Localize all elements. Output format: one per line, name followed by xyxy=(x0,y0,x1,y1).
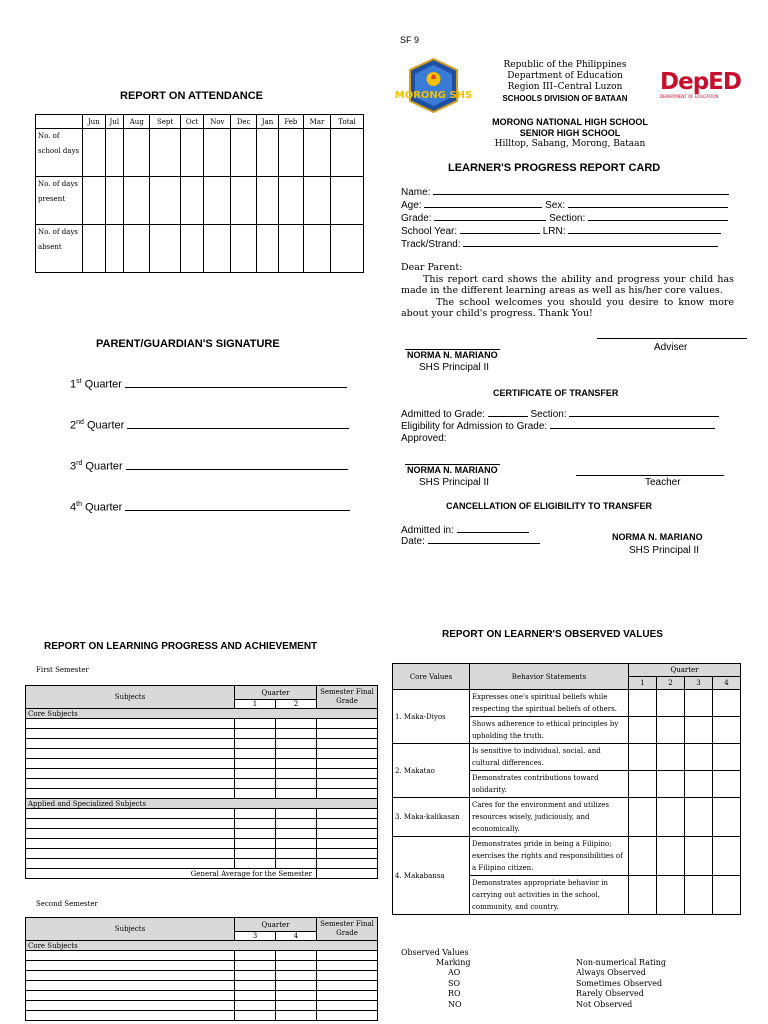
quarter-suffix: nd xyxy=(76,419,84,426)
attendance-cell[interactable] xyxy=(83,129,106,177)
general-average-cell[interactable] xyxy=(317,869,378,879)
rating-cell[interactable] xyxy=(684,798,712,837)
report-card-title: LEARNER'S PROGRESS REPORT CARD xyxy=(448,162,661,174)
quarter-number: 1 xyxy=(70,378,77,391)
quarter-label: Quarter xyxy=(84,378,122,391)
values-title: REPORT ON LEARNER'S OBSERVED VALUES xyxy=(442,629,663,640)
track-label: Track/Strand: xyxy=(401,239,461,250)
school-year-field[interactable] xyxy=(460,233,540,234)
quarter-number: 4 xyxy=(70,501,77,514)
quarter-number: 2 xyxy=(70,419,77,432)
behavior-statement: Demonstrates contributions toward solidarity. xyxy=(470,771,629,798)
legend-mark: NO xyxy=(448,999,462,1009)
admitted-grade-row xyxy=(401,409,719,420)
transfer-section-label: Section: xyxy=(530,409,567,420)
table-row[interactable] xyxy=(26,971,378,981)
values-quarter-number: 1 xyxy=(629,677,657,690)
quarter-number: 4 xyxy=(276,932,317,941)
attendance-cell[interactable] xyxy=(180,225,204,273)
behavior-statement: Demonstrates pride in being a Filipino; exercises the rights and responsibilities of a Filipino citizen. xyxy=(470,837,629,876)
age-label: Age: xyxy=(401,200,422,211)
quarter-header: Quarter xyxy=(235,686,317,700)
attendance-cell[interactable] xyxy=(278,225,303,273)
values-quarter-header: Quarter xyxy=(629,664,741,677)
rating-cell[interactable] xyxy=(629,876,657,915)
quarter-signature-line[interactable] xyxy=(70,378,347,391)
adviser-signature-line[interactable] xyxy=(597,338,747,339)
admitted-in-label: Admitted in: xyxy=(401,525,454,536)
month-header: Feb xyxy=(278,115,303,129)
rating-cell[interactable] xyxy=(656,744,684,771)
legend-descriptions xyxy=(576,968,662,1010)
deped-logo xyxy=(660,69,741,106)
school-logo xyxy=(394,57,473,114)
principal-title: SHS Principal II xyxy=(419,362,490,373)
legend-desc: Not Observed xyxy=(576,999,633,1009)
deped-logo-text: DepED xyxy=(660,69,741,95)
attendance-cell[interactable] xyxy=(124,225,150,273)
table-row[interactable] xyxy=(26,749,378,759)
month-header: Dec xyxy=(231,115,257,129)
rating-cell[interactable] xyxy=(684,717,712,744)
grade-section-row xyxy=(401,213,728,224)
attendance-cell[interactable] xyxy=(303,177,331,225)
table-row[interactable] xyxy=(26,759,378,769)
attendance-cell[interactable] xyxy=(83,225,106,273)
behavior-statement: Shows adherence to ethical principles by upholding the truth. xyxy=(470,717,629,744)
table-row[interactable] xyxy=(26,819,378,829)
semester-final-header: Semester Final Grade xyxy=(317,918,378,941)
core-values-header: Core Values xyxy=(393,664,470,690)
school-block xyxy=(455,117,685,150)
attendance-cell[interactable] xyxy=(150,129,180,177)
attendance-title: REPORT ON ATTENDANCE xyxy=(120,90,263,102)
age-field[interactable] xyxy=(424,207,542,208)
attendance-row xyxy=(36,129,364,177)
attendance-row-label: No. of days absent xyxy=(36,225,83,273)
applied-subjects-label: Applied and Specialized Subjects xyxy=(26,799,378,809)
attendance-row-label: No. of school days xyxy=(36,129,83,177)
attendance-cell[interactable] xyxy=(150,177,180,225)
attendance-cell[interactable] xyxy=(124,129,150,177)
deped-logo-sub: DEPARTMENT OF EDUCATION xyxy=(660,94,719,99)
attendance-header-blank xyxy=(36,115,83,129)
legend-desc: Always Observed xyxy=(576,968,646,977)
table-row[interactable] xyxy=(26,1011,378,1021)
table-row[interactable] xyxy=(26,729,378,739)
attendance-table xyxy=(35,114,364,273)
rating-cell[interactable] xyxy=(684,876,712,915)
letter-paragraph: This report card shows the ability and progress your child has made in the different learning areas as well as his/her core values. xyxy=(401,273,734,296)
attendance-cell[interactable] xyxy=(331,225,364,273)
behavior-statement: Is sensitive to individual, social, and cultural differences. xyxy=(470,744,629,771)
attendance-cell[interactable] xyxy=(257,225,279,273)
rating-cell[interactable] xyxy=(684,690,712,717)
table-row[interactable] xyxy=(26,951,378,961)
quarter-label: Quarter xyxy=(85,460,123,473)
sex-field[interactable] xyxy=(568,207,728,208)
eligibility-label: Eligibility for Admission to Grade: xyxy=(401,421,548,432)
semester-final-header: Semester Final Grade xyxy=(317,686,378,709)
table-row[interactable] xyxy=(26,719,378,729)
core-value-label: 4. Makabansa xyxy=(393,837,470,915)
principal-title: SHS Principal II xyxy=(629,545,700,556)
learning-title: REPORT ON LEARNING PROGRESS AND ACHIEVEMENT xyxy=(44,641,318,652)
quarter-number: 1 xyxy=(235,700,276,709)
values-row xyxy=(393,798,741,837)
month-header: Nov xyxy=(204,115,231,129)
core-value-label: 2. Makatao xyxy=(393,744,470,798)
grade-label: Grade: xyxy=(401,213,432,224)
attendance-cell[interactable] xyxy=(204,177,231,225)
core-value-label: 1. Maka-Diyos xyxy=(393,690,470,744)
country-name: Republic of the Philippines xyxy=(503,60,627,70)
school-name: MORONG NATIONAL HIGH SCHOOL xyxy=(492,117,648,127)
table-row[interactable] xyxy=(26,779,378,789)
legend-rating-header: Non-numerical Rating xyxy=(576,958,667,967)
admitted-in-field[interactable] xyxy=(457,532,529,533)
admitted-grade-field[interactable] xyxy=(488,416,528,417)
quarter-suffix: st xyxy=(76,378,82,385)
attendance-row-label: No. of days present xyxy=(36,177,83,225)
header-block xyxy=(470,60,660,104)
attendance-cell[interactable] xyxy=(150,225,180,273)
school-sub: SENIOR HIGH SCHOOL xyxy=(519,128,621,138)
month-header: Jun xyxy=(83,115,106,129)
values-quarter-number: 2 xyxy=(656,677,684,690)
legend-desc: Rarely Observed xyxy=(576,989,644,998)
attendance-cell[interactable] xyxy=(231,177,257,225)
values-row xyxy=(393,837,741,876)
rating-cell[interactable] xyxy=(712,690,740,717)
rating-cell[interactable] xyxy=(656,876,684,915)
legend-marks xyxy=(448,968,462,1010)
name-field[interactable] xyxy=(401,187,729,198)
rating-cell[interactable] xyxy=(656,717,684,744)
logo-text: MORONG SHS xyxy=(394,90,473,101)
principal-name: NORMA N. MARIANO xyxy=(612,532,703,542)
lrn-field[interactable] xyxy=(568,233,721,234)
eligibility-field[interactable] xyxy=(550,428,715,429)
quarter-number: 2 xyxy=(276,700,317,709)
values-quarter-number: 4 xyxy=(712,677,740,690)
legend-title: Observed Values xyxy=(401,948,469,957)
month-header: Oct xyxy=(180,115,204,129)
second-semester-table xyxy=(25,917,378,1021)
table-row[interactable] xyxy=(26,961,378,971)
month-header: Jul xyxy=(105,115,124,129)
quarter-suffix: rd xyxy=(76,460,83,467)
transfer-section-field[interactable] xyxy=(569,416,719,417)
attendance-cell[interactable] xyxy=(105,225,124,273)
admitted-in-row xyxy=(401,525,529,536)
rating-cell[interactable] xyxy=(684,771,712,798)
values-row xyxy=(393,744,741,771)
sex-label: Sex: xyxy=(545,200,566,211)
attendance-cell[interactable] xyxy=(278,129,303,177)
rating-cell[interactable] xyxy=(629,798,657,837)
section-label: Section: xyxy=(549,213,586,224)
attendance-cell[interactable] xyxy=(231,225,257,273)
attendance-cell[interactable] xyxy=(180,177,204,225)
table-row[interactable] xyxy=(26,739,378,749)
month-header: Jan xyxy=(257,115,279,129)
quarter-label: Quarter xyxy=(85,501,123,514)
behavior-header: Behavior Statements xyxy=(470,664,629,690)
attendance-cell[interactable] xyxy=(331,129,364,177)
attendance-row xyxy=(36,225,364,273)
section-field[interactable] xyxy=(588,220,728,221)
table-row[interactable] xyxy=(26,849,378,859)
quarter-number: 3 xyxy=(235,932,276,941)
principal-name: NORMA N. MARIANO xyxy=(407,465,498,475)
attendance-cell[interactable] xyxy=(331,177,364,225)
attendance-cell[interactable] xyxy=(180,129,204,177)
rating-cell[interactable] xyxy=(712,876,740,915)
first-semester-label: First Semester xyxy=(36,666,89,674)
subjects-header: Subjects xyxy=(26,918,235,941)
age-sex-row xyxy=(401,200,728,211)
attendance-cell[interactable] xyxy=(83,177,106,225)
rating-cell[interactable] xyxy=(712,744,740,771)
letter-body xyxy=(401,262,734,320)
date-label: Date: xyxy=(401,536,425,547)
principal-name: NORMA N. MARIANO xyxy=(407,350,498,360)
date-field[interactable] xyxy=(428,543,540,544)
table-row[interactable] xyxy=(26,981,378,991)
values-quarter-number: 3 xyxy=(684,677,712,690)
quarter-header: Quarter xyxy=(235,918,317,932)
rating-cell[interactable] xyxy=(712,717,740,744)
adviser-label: Adviser xyxy=(654,342,688,353)
name-label: Name: xyxy=(401,187,431,198)
rating-cell[interactable] xyxy=(656,771,684,798)
general-average-label: General Average for the Semester xyxy=(26,869,317,879)
attendance-cell[interactable] xyxy=(257,177,279,225)
core-subjects-label: Core Subjects xyxy=(26,941,378,951)
division-name: SCHOOLS DIVISION OF BATAAN xyxy=(502,94,628,103)
date-row xyxy=(401,536,540,547)
rating-cell[interactable] xyxy=(712,771,740,798)
table-row[interactable] xyxy=(26,789,378,799)
legend-mark: RO xyxy=(448,989,461,998)
lrn-label: LRN: xyxy=(542,226,566,237)
month-header: Mar xyxy=(303,115,331,129)
attendance-cell[interactable] xyxy=(204,225,231,273)
behavior-statement: Demonstrates appropriate behavior in carrying out activities in the school, community, and country. xyxy=(470,876,629,915)
approved-label: Approved: xyxy=(401,433,447,444)
legend-desc: Sometimes Observed xyxy=(576,978,663,988)
attendance-cell[interactable] xyxy=(303,225,331,273)
sy-lrn-row xyxy=(401,226,721,237)
rating-cell[interactable] xyxy=(684,837,712,876)
quarter-signature-line[interactable] xyxy=(70,419,349,432)
cancellation-title: CANCELLATION OF ELIGIBILITY TO TRANSFER xyxy=(446,501,652,511)
rating-cell[interactable] xyxy=(629,837,657,876)
rating-cell[interactable] xyxy=(712,798,740,837)
attendance-cell[interactable] xyxy=(257,129,279,177)
first-semester-table xyxy=(25,685,378,879)
rating-cell[interactable] xyxy=(684,744,712,771)
quarter-signature-line[interactable] xyxy=(70,460,348,473)
letter-paragraph: The school welcomes you should you desire to know more about your child's progress. Thank You! xyxy=(401,296,734,319)
quarter-signature-line[interactable] xyxy=(70,501,350,514)
month-header: Aug xyxy=(124,115,150,129)
school-year-label: School Year: xyxy=(401,226,458,237)
table-row[interactable] xyxy=(26,809,378,819)
admitted-grade-label: Admitted to Grade: xyxy=(401,409,485,420)
core-subjects-label: Core Subjects xyxy=(26,709,378,719)
table-row[interactable] xyxy=(26,769,378,779)
form-code: SF 9 xyxy=(400,35,420,45)
quarter-number: 3 xyxy=(70,460,77,473)
eligibility-row xyxy=(401,421,715,432)
second-semester-label: Second Semester xyxy=(36,900,98,908)
behavior-statement: Expresses one's spiritual beliefs while respecting the spiritual beliefs of others. xyxy=(470,690,629,717)
rating-cell[interactable] xyxy=(629,717,657,744)
legend-mark: AO xyxy=(448,968,461,977)
subjects-header: Subjects xyxy=(26,686,235,709)
teacher-label: Teacher xyxy=(645,477,681,488)
transfer-title: CERTIFICATE OF TRANSFER xyxy=(493,388,619,398)
month-header: Total xyxy=(331,115,364,129)
rating-cell[interactable] xyxy=(629,771,657,798)
table-row[interactable] xyxy=(26,859,378,869)
letter-greeting: Dear Parent: xyxy=(401,262,463,273)
parent-signature-title: PARENT/GUARDIAN'S SIGNATURE xyxy=(96,338,280,350)
rating-cell[interactable] xyxy=(656,690,684,717)
grade-field[interactable] xyxy=(434,220,546,221)
school-address: Hilltop, Sabang, Morong, Bataan xyxy=(494,139,646,149)
department-name: Department of Education xyxy=(507,71,623,81)
table-row[interactable] xyxy=(26,1001,378,1011)
attendance-cell[interactable] xyxy=(231,129,257,177)
table-row[interactable] xyxy=(26,829,378,839)
rating-cell[interactable] xyxy=(656,798,684,837)
rating-cell[interactable] xyxy=(629,744,657,771)
legend-marking-header: Marking xyxy=(436,958,471,967)
attendance-cell[interactable] xyxy=(204,129,231,177)
table-row[interactable] xyxy=(26,991,378,1001)
rating-cell[interactable] xyxy=(656,837,684,876)
rating-cell[interactable] xyxy=(712,837,740,876)
legend-mark: SO xyxy=(448,978,461,988)
attendance-cell[interactable] xyxy=(105,129,124,177)
attendance-cell[interactable] xyxy=(278,177,303,225)
attendance-cell[interactable] xyxy=(303,129,331,177)
teacher-signature-line[interactable] xyxy=(576,475,724,476)
attendance-row xyxy=(36,177,364,225)
track-field[interactable] xyxy=(401,239,718,250)
table-row[interactable] xyxy=(26,839,378,849)
month-header: Sept xyxy=(150,115,180,129)
values-table xyxy=(392,663,741,915)
attendance-cell[interactable] xyxy=(105,177,124,225)
values-row xyxy=(393,690,741,717)
core-value-label: 3. Maka-kalikasan xyxy=(393,798,470,837)
rating-cell[interactable] xyxy=(629,690,657,717)
attendance-cell[interactable] xyxy=(124,177,150,225)
quarter-label: Quarter xyxy=(86,419,125,432)
region-name: Region III–Central Luzon xyxy=(507,82,623,92)
quarter-suffix: th xyxy=(76,501,82,508)
principal-title: SHS Principal II xyxy=(419,477,490,488)
behavior-statement: Cares for the environment and utilizes resources wisely, judiciously, and economically. xyxy=(470,798,629,837)
